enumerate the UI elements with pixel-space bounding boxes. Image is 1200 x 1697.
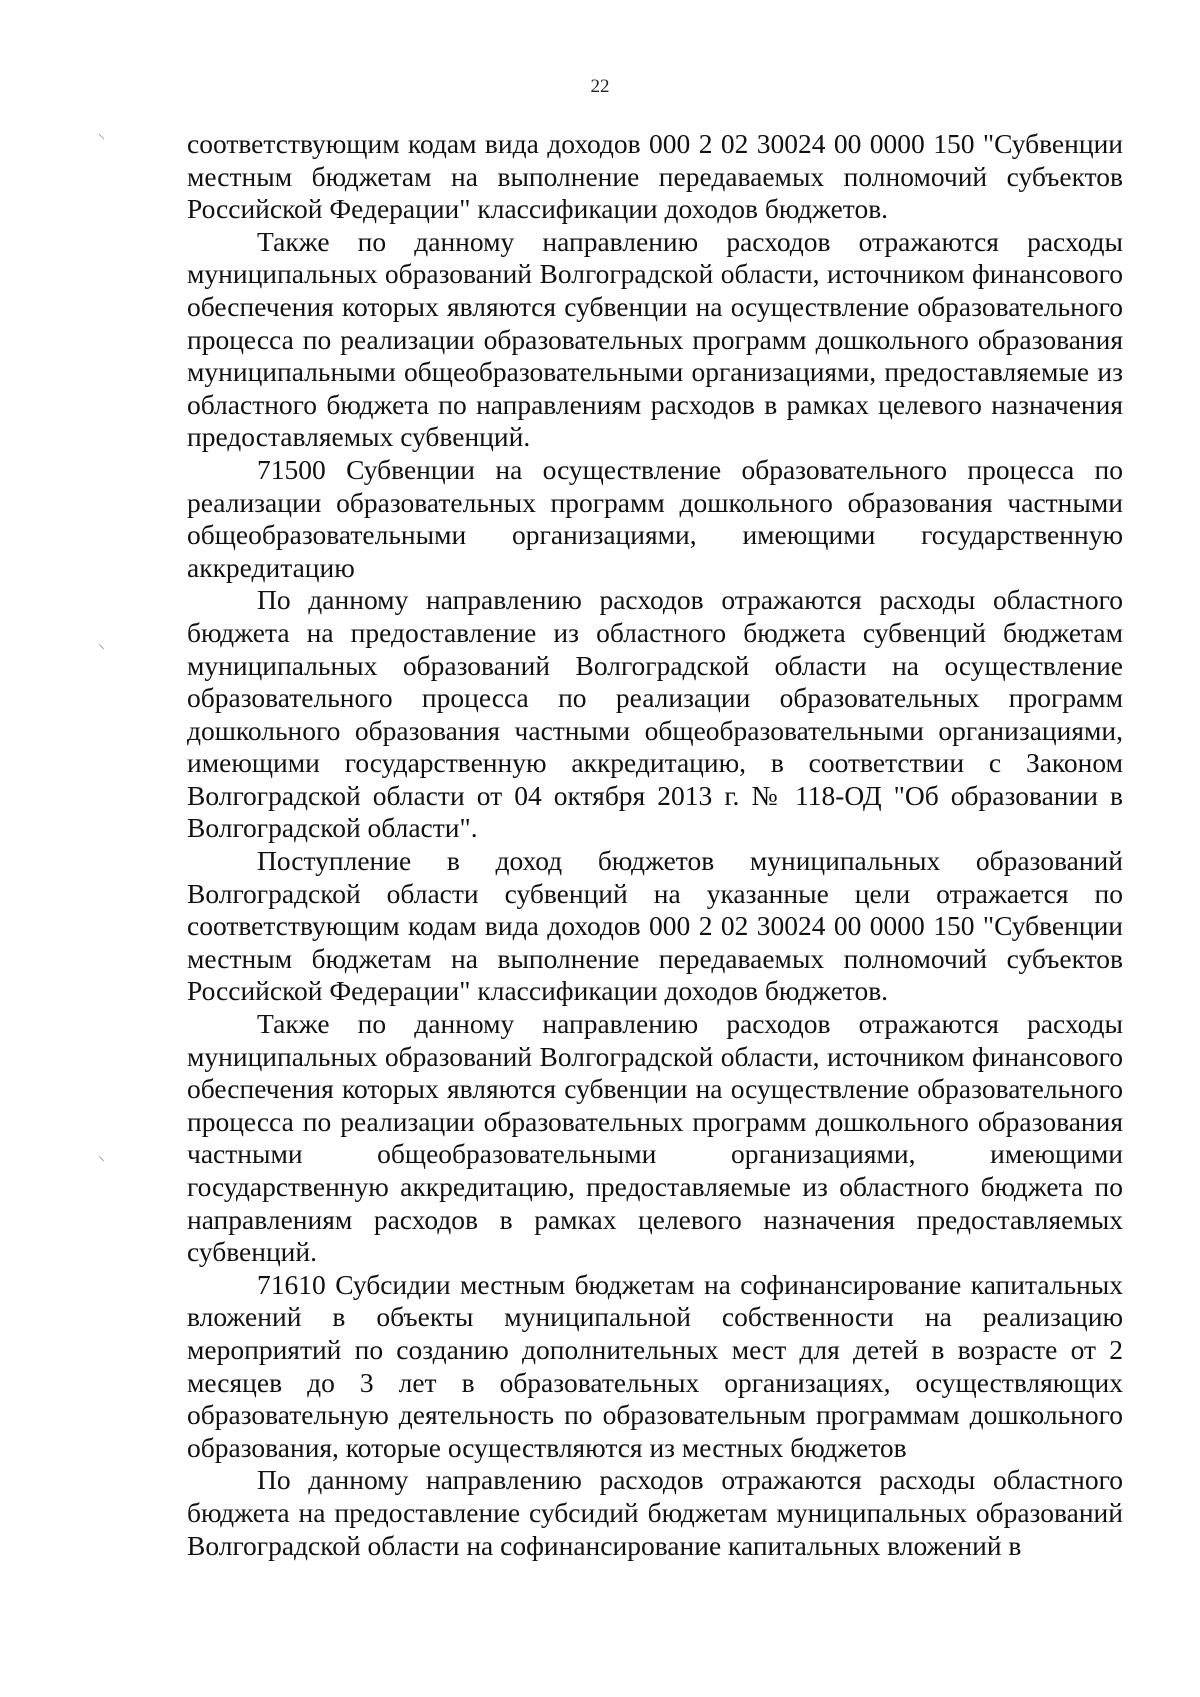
paragraph: По данному направлению расходов отражаются расходы областного бюджета на предоставление из областного бюджета субвенций бюджетам муниципальных образований Волгоградской области на осуществление образовательного процесса по реализации образовательных программ дошкольного образования частными общеобразовательными организациями, имеющими государственную аккредитацию, в соответствии с Законом Волгоградской области от 04 октября 2013 г. № 118-ОД "Об образовании в Волгоградской области". [187,584,1123,844]
paragraph: Также по данному направлению расходов отражаются расходы муниципальных образований Волгоградской области, источником финансового обеспечения которых являются субвенции на осуществление образовательного процесса по реализации образовательных программ дошкольного образования частными общеобразовательными организациями, имеющими государственную аккредитацию, предоставляемые из областного бюджета по направлениям расходов в рамках целевого назначения предоставляемых субвенций. [187,1008,1123,1268]
scan-mark: ⸌ [98,1155,105,1170]
section-heading: 71610 Субсидии местным бюджетам на софинансирование капитальных вложений в объекты муниципальной собственности на реализацию мероприятий по созданию дополнительных мест для детей в возрасте от 2 месяцев до 3 лет в образовательных организациях, осуществляющих образовательную деятельность по образовательным программам дошкольного образования, которые осуществляются из местных бюджетов [187,1268,1123,1463]
paragraph: соответствующим кодам вида доходов 000 2 02 30024 00 0000 150 "Субвенции местным бюджетам на выполнение передаваемых полномочий субъектов Российской Федерации" классификации доходов бюджетов. [187,128,1123,225]
section-heading: 71500 Субвенции на осуществление образовательного процесса по реализации образовательных программ дошкольного образования частными общеобразовательными организациями, имеющими государственную аккредитацию [187,453,1123,583]
document-body [187,128,1123,1562]
paragraph: Также по данному направлению расходов отражаются расходы муниципальных образований Волгоградской области, источником финансового обеспечения которых являются субвенции на осуществление образовательного процесса по реализации образовательных программ дошкольного образования муниципальными общеобразовательными организациями, предоставляемые из областного бюджета по направлениям расходов в рамках целевого назначения предоставляемых субвенций. [187,225,1123,453]
paragraph: Поступление в доход бюджетов муниципальных образований Волгоградской области субвенций на указанные цели отражается по соответствующим кодам вида доходов 000 2 02 30024 00 0000 150 "Субвенции местным бюджетам на выполнение передаваемых полномочий субъектов Российской Федерации" классификации доходов бюджетов. [187,845,1123,1007]
paragraph: По данному направлению расходов отражаются расходы областного бюджета на предоставление субсидий бюджетам муниципальных образований Волгоградской области на софинансирование капитальных вложений в [187,1464,1123,1561]
scan-mark: ⸌ [98,643,105,658]
scan-mark: ⸌ [98,133,105,148]
page-number: 22 [590,76,610,97]
